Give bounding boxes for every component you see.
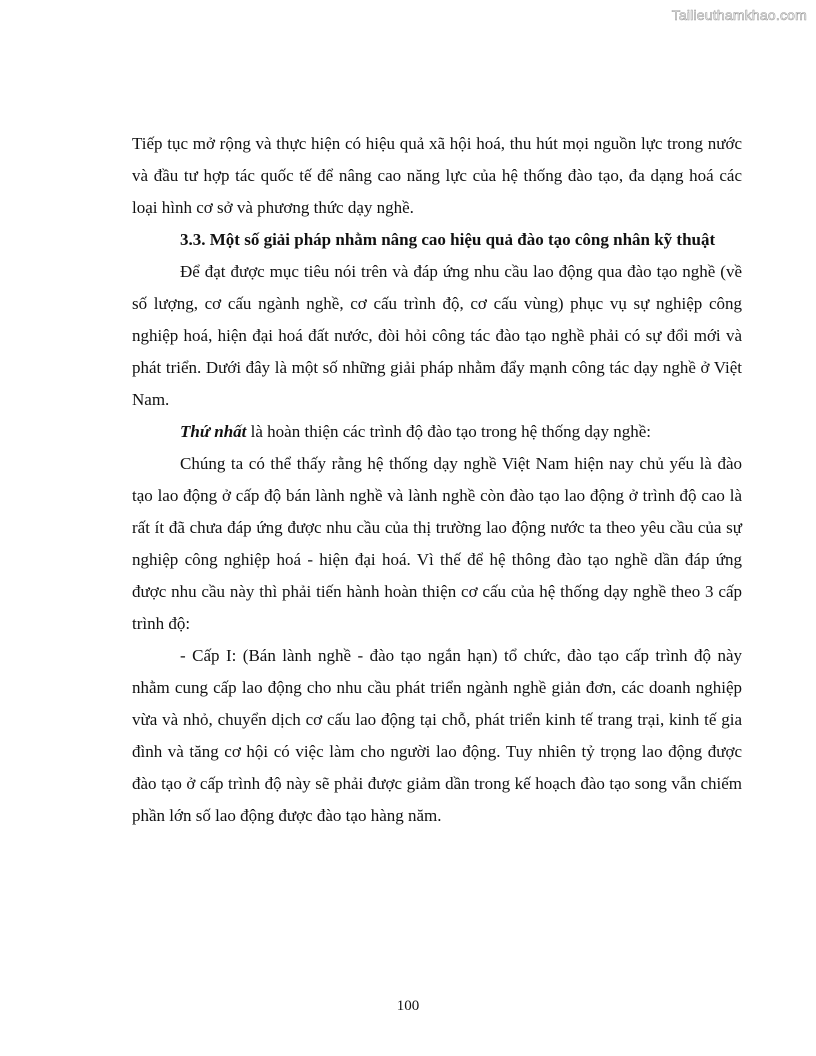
emphasis-first: Thứ nhất (180, 422, 247, 441)
paragraph-intro: Để đạt được mục tiêu nói trên và đáp ứng nhu cầu lao động qua đào tạo nghề (về số lượng, cơ cấu ngành nghề, cơ cấu trình độ, cơ cấu vùng) phục vụ sự nghiệp công nghiệp hoá, hiện đại hoá đất nước, đòi hỏi công tác đào tạo nghề phải có sự đổi mới và phát triển. Dưới đây là một số những giải pháp nhằm đẩy mạnh công tác dạy nghề ở Việt Nam. (132, 262, 742, 409)
paragraph-level-one: - Cấp I: (Bán lành nghề - đào tạo ngắn hạn) tổ chức, đào tạo cấp trình độ này nhằm cung cấp lao động cho nhu cầu phát triển ngành nghề giản đơn, các doanh nghiệp vừa và nhỏ, chuyển dịch cơ cấu lao động tại chỗ, phát triển kinh tế trang trại, kinh tế gia đình và tăng cơ hội có việc làm cho người lao động. Tuy nhiên tỷ trọng lao động được đào tạo ở cấp trình độ này sẽ phải được giảm dần trong kế hoạch đào tạo song vẫn chiếm phần lớn số lao động được đào tạo hàng năm. (132, 646, 742, 825)
page-number: 100 (396, 998, 420, 1014)
document-body (132, 128, 742, 832)
paragraph-first-solution (132, 416, 742, 448)
first-solution-text: là hoàn thiện các trình độ đào tạo trong hệ thống dạy nghề: (246, 422, 651, 441)
watermark-text: Tailieuthamkhao.com (671, 7, 807, 23)
paragraph-system-analysis: Chúng ta có thể thấy rằng hệ thống dạy nghề Việt Nam hiện nay chủ yếu là đào tạo lao động ở cấp độ bán lành nghề và lành nghề còn đào tạo lao động ở trình độ cao là rất ít đã chưa đáp ứng được nhu cầu của thị trường lao động nước ta theo yêu cầu của sự nghiệp công nghiệp hoá - hiện đại hoá. Vì thế để hệ thông đào tạo nghề dần đáp ứng được nhu cầu này thì phải tiến hành hoàn thiện cơ cấu của hệ thống dạy nghề theo 3 cấp trình độ: (132, 454, 742, 633)
section-heading: 3.3. Một số giải pháp nhằm nâng cao hiệu quả đào tạo công nhân kỹ thuật (180, 230, 716, 249)
paragraph-socialization: Tiếp tục mở rộng và thực hiện có hiệu quả xã hội hoá, thu hút mọi nguồn lực trong nước và đầu tư hợp tác quốc tế để nâng cao năng lực của hệ thống đào tạo, đa dạng hoá các loại hình cơ sở và phương thức dạy nghề. (132, 134, 742, 217)
